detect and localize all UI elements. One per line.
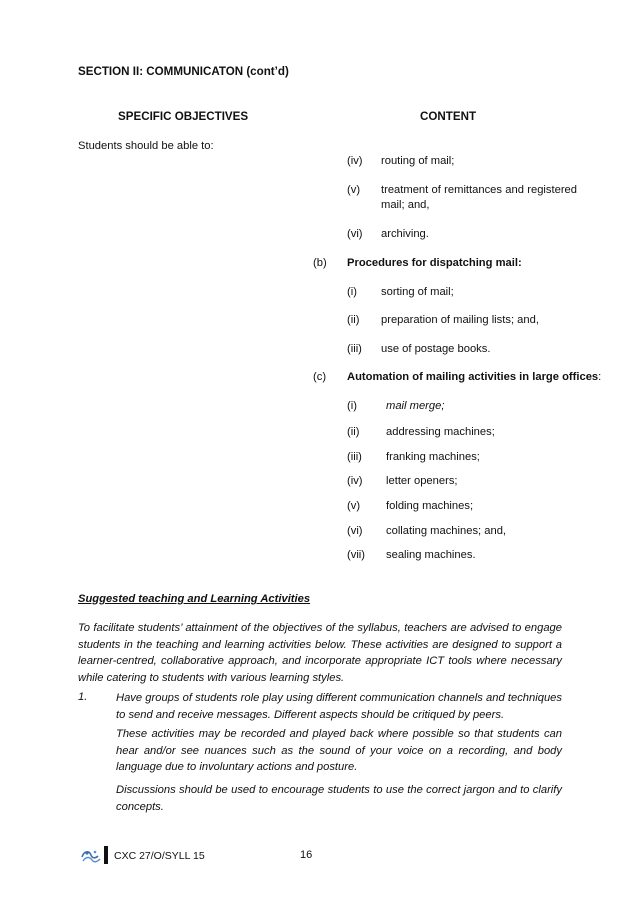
activities-title: Suggested teaching and Learning Activities (78, 593, 311, 605)
list-number: (vi) (347, 228, 363, 240)
list-item-text: treatment of remittances and registered (381, 184, 577, 196)
list-number: (vii) (347, 549, 366, 561)
list-number: (iv) (347, 155, 363, 167)
activity-subparagraph: These activities may be recorded and played back where possible so that students can hear and/or see nuances such as the sound of your voice on a recording, and body language due to involuntary actions and posture. (116, 728, 562, 773)
list-number: (vi) (347, 525, 363, 537)
list-item-text: addressing machines; (386, 426, 495, 438)
list-item-text: franking machines; (386, 451, 480, 463)
list-number: (iii) (347, 451, 362, 463)
footer-document-code: CXC 27/O/SYLL 15 (114, 850, 205, 862)
list-item-text: sealing machines. (386, 549, 476, 561)
group-label: (c) (313, 371, 327, 383)
list-item-text: archiving. (381, 228, 429, 240)
list-number: (iii) (347, 343, 362, 355)
intro-text: Students should be able to: (78, 140, 214, 152)
page-number: 16 (300, 849, 313, 861)
list-item-text: sorting of mail; (381, 286, 454, 298)
list-number: (ii) (347, 426, 360, 438)
cxc-logo-icon (80, 847, 102, 865)
list-number: (i) (347, 400, 357, 412)
list-number: (iv) (347, 475, 363, 487)
activities-intro: To facilitate students’ attainment of the objectives of the syllabus, teachers are advised to engage students in the teaching and learning activities below. These activities are designed to support a learner-centred, collaborative approach, and incorporate appropriate ICT tools where necessary while catering to students with various learning styles. (78, 622, 562, 684)
column-heading-content: CONTENT (420, 110, 477, 123)
list-item-text: folding machines; (386, 500, 474, 512)
list-item-text: use of postage books. (381, 343, 491, 355)
activity-subparagraph: Discussions should be used to encourage students to use the correct jargon and to clarify concepts. (116, 784, 562, 813)
group-heading-suffix: : (598, 371, 602, 383)
group-heading: Automation of mailing activities in large offices (347, 371, 599, 383)
group-heading: Procedures for dispatching mail: (347, 257, 522, 269)
list-item-text: routing of mail; (381, 155, 455, 167)
activity-number: 1. (78, 691, 88, 703)
group-label: (b) (313, 257, 327, 269)
list-item-text: preparation of mailing lists; and, (381, 314, 539, 326)
list-number: (v) (347, 500, 361, 512)
footer-divider (104, 846, 108, 864)
group-heading-wrap (347, 370, 601, 384)
section-title: SECTION II: COMMUNICATON (cont’d) (78, 65, 289, 78)
list-item-text: collating machines; and, (386, 525, 507, 537)
list-number: (ii) (347, 314, 360, 326)
list-number: (i) (347, 286, 357, 298)
column-heading-objectives: SPECIFIC OBJECTIVES (118, 110, 249, 123)
list-item-text-continued: mail; and, (381, 199, 430, 211)
list-item-text: letter openers; (386, 475, 458, 487)
list-number: (v) (347, 184, 361, 196)
activity-text: Have groups of students role play using different communication channels and techniques to send and receive messages. Different aspects should be critiqued by peers. (116, 692, 562, 721)
list-item-text: mail merge; (386, 400, 445, 412)
